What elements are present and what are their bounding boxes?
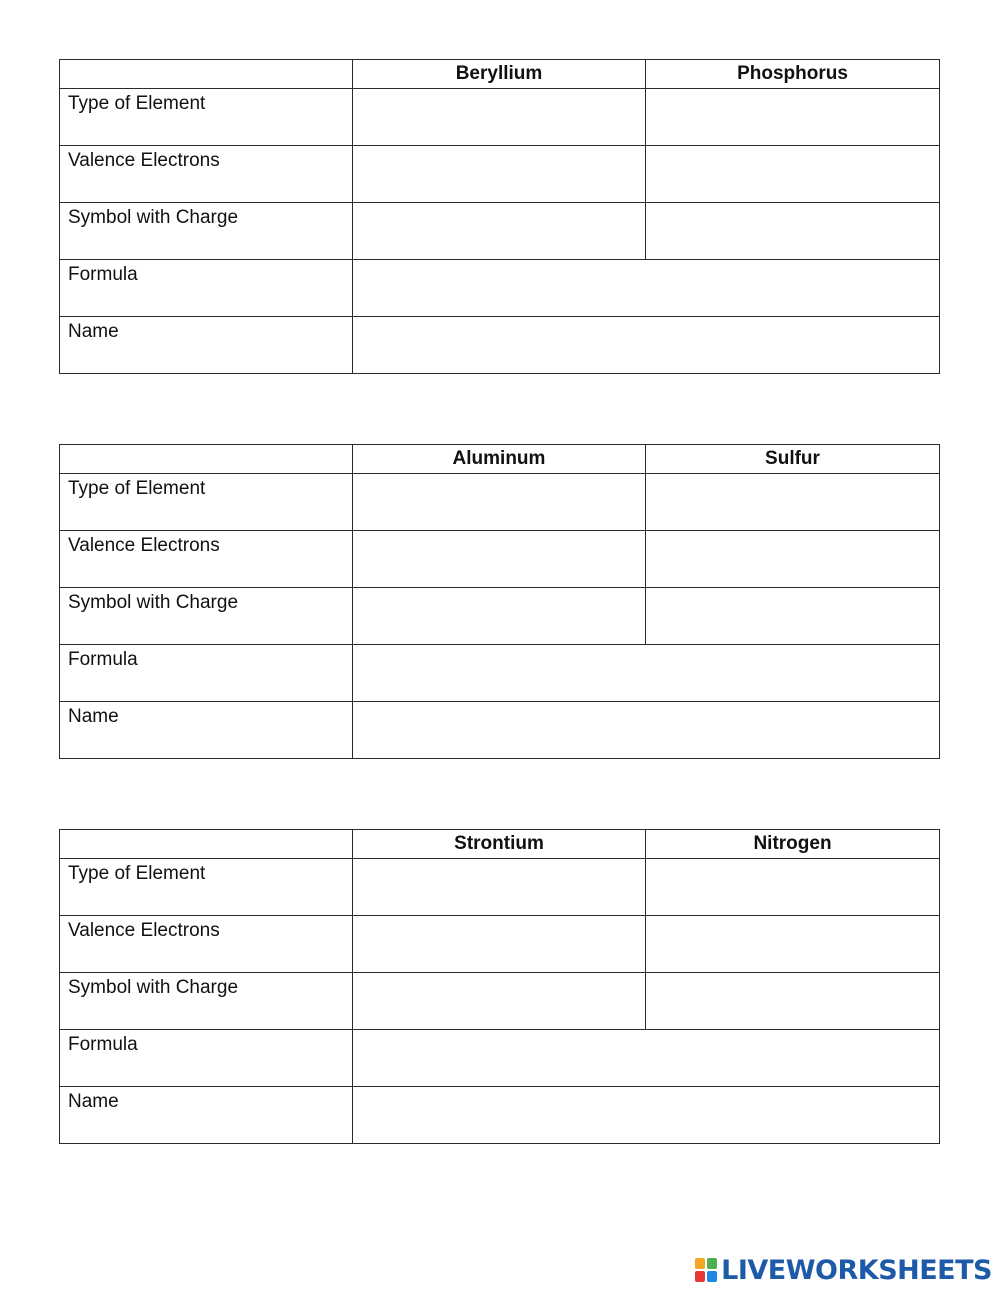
formula-answer[interactable] bbox=[353, 260, 940, 317]
type-row bbox=[60, 474, 940, 531]
symbol-label: Symbol with Charge bbox=[60, 973, 353, 1030]
type-answer-b[interactable] bbox=[646, 89, 940, 146]
logo-square-1 bbox=[695, 1258, 705, 1269]
type-answer-a[interactable] bbox=[353, 89, 646, 146]
type-label: Type of Element bbox=[60, 859, 353, 916]
header-corner-cell bbox=[60, 60, 353, 89]
valence-answer-b[interactable] bbox=[646, 916, 940, 973]
symbol-answer-a[interactable] bbox=[353, 973, 646, 1030]
formula-row bbox=[60, 645, 940, 702]
symbol-row bbox=[60, 203, 940, 260]
element-table-2 bbox=[59, 444, 940, 759]
valence-row bbox=[60, 531, 940, 588]
symbol-answer-b[interactable] bbox=[646, 203, 940, 260]
formula-label: Formula bbox=[60, 260, 353, 317]
type-answer-a[interactable] bbox=[353, 474, 646, 531]
name-row bbox=[60, 317, 940, 374]
header-row bbox=[60, 445, 940, 474]
header-corner-cell bbox=[60, 445, 353, 474]
valence-answer-b[interactable] bbox=[646, 531, 940, 588]
logo-square-3 bbox=[695, 1271, 705, 1282]
header-corner-cell bbox=[60, 830, 353, 859]
valence-answer-b[interactable] bbox=[646, 146, 940, 203]
logo-text: LIVEWORKSHEETS bbox=[721, 1254, 992, 1286]
type-row bbox=[60, 859, 940, 916]
symbol-answer-b[interactable] bbox=[646, 973, 940, 1030]
liveworksheets-logo bbox=[695, 1252, 992, 1288]
symbol-answer-a[interactable] bbox=[353, 203, 646, 260]
element-a-header: Strontium bbox=[353, 830, 646, 859]
header-row bbox=[60, 60, 940, 89]
symbol-row bbox=[60, 973, 940, 1030]
formula-row bbox=[60, 1030, 940, 1087]
valence-answer-a[interactable] bbox=[353, 916, 646, 973]
valence-row bbox=[60, 146, 940, 203]
valence-label: Valence Electrons bbox=[60, 531, 353, 588]
valence-label: Valence Electrons bbox=[60, 146, 353, 203]
type-answer-b[interactable] bbox=[646, 474, 940, 531]
name-answer[interactable] bbox=[353, 317, 940, 374]
symbol-label: Symbol with Charge bbox=[60, 588, 353, 645]
element-a-header: Beryllium bbox=[353, 60, 646, 89]
element-a-header: Aluminum bbox=[353, 445, 646, 474]
liveworksheets-icon bbox=[695, 1258, 717, 1282]
element-b-header: Nitrogen bbox=[646, 830, 940, 859]
element-b-header: Phosphorus bbox=[646, 60, 940, 89]
valence-answer-a[interactable] bbox=[353, 531, 646, 588]
formula-answer[interactable] bbox=[353, 645, 940, 702]
symbol-label: Symbol with Charge bbox=[60, 203, 353, 260]
element-table-1 bbox=[59, 59, 940, 374]
formula-row bbox=[60, 260, 940, 317]
logo-square-4 bbox=[707, 1271, 717, 1282]
valence-answer-a[interactable] bbox=[353, 146, 646, 203]
name-label: Name bbox=[60, 317, 353, 374]
name-label: Name bbox=[60, 702, 353, 759]
element-table-3 bbox=[59, 829, 940, 1144]
formula-answer[interactable] bbox=[353, 1030, 940, 1087]
type-answer-b[interactable] bbox=[646, 859, 940, 916]
name-row bbox=[60, 702, 940, 759]
name-answer[interactable] bbox=[353, 702, 940, 759]
type-row bbox=[60, 89, 940, 146]
name-row bbox=[60, 1087, 940, 1144]
element-b-header: Sulfur bbox=[646, 445, 940, 474]
header-row bbox=[60, 830, 940, 859]
type-answer-a[interactable] bbox=[353, 859, 646, 916]
formula-label: Formula bbox=[60, 1030, 353, 1087]
symbol-answer-a[interactable] bbox=[353, 588, 646, 645]
valence-label: Valence Electrons bbox=[60, 916, 353, 973]
formula-label: Formula bbox=[60, 645, 353, 702]
type-label: Type of Element bbox=[60, 89, 353, 146]
symbol-answer-b[interactable] bbox=[646, 588, 940, 645]
name-answer[interactable] bbox=[353, 1087, 940, 1144]
name-label: Name bbox=[60, 1087, 353, 1144]
symbol-row bbox=[60, 588, 940, 645]
logo-square-2 bbox=[707, 1258, 717, 1269]
valence-row bbox=[60, 916, 940, 973]
type-label: Type of Element bbox=[60, 474, 353, 531]
